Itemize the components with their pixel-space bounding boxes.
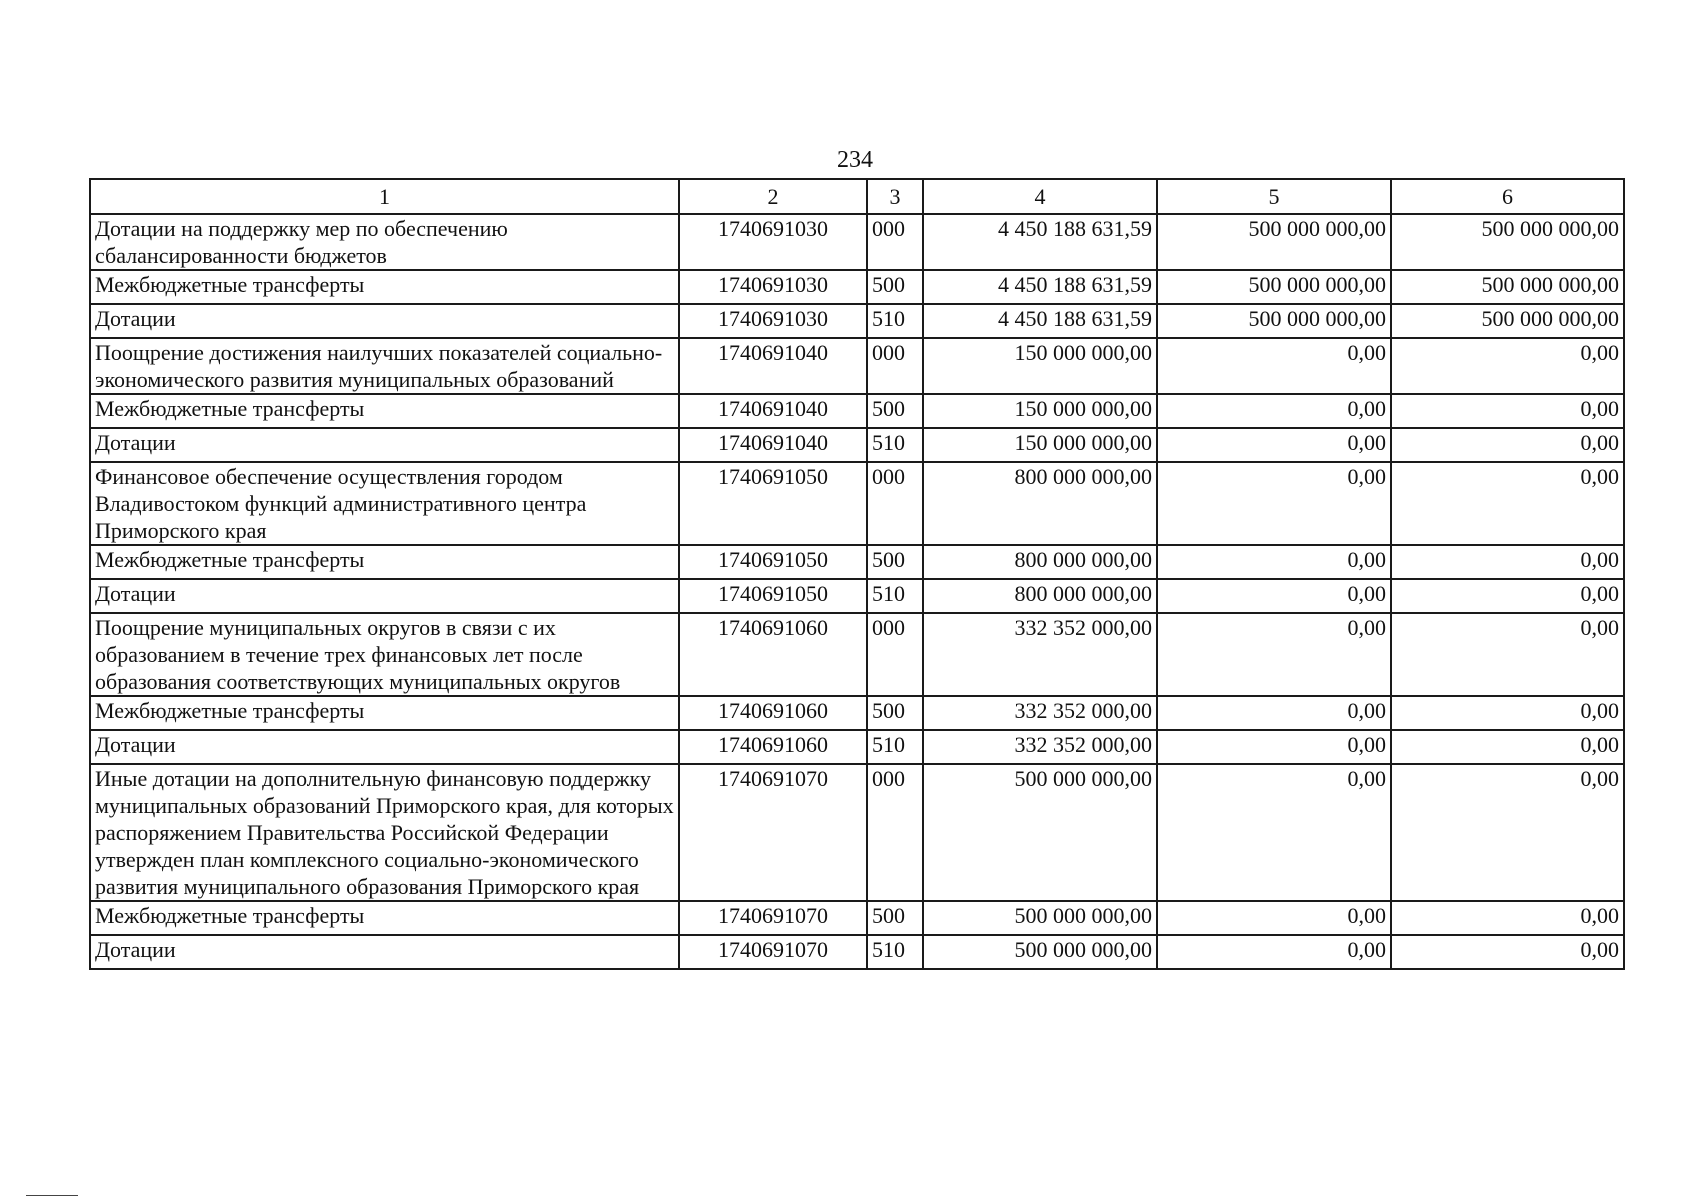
table-row (90, 764, 1624, 901)
row-amount-col6-cell: 0,00 (1391, 338, 1624, 394)
row-amount-col4-cell: 4 450 188 631,59 (923, 304, 1157, 338)
row-name-cell: Финансовое обеспечение осуществления городом Владивостоком функций административного центра Приморского края (90, 462, 679, 545)
row-amount-col5-cell: 0,00 (1157, 545, 1391, 579)
footnote-divider (26, 1195, 78, 1196)
table-row (90, 613, 1624, 696)
row-name-cell: Межбюджетные трансферты (90, 394, 679, 428)
row-amount-col6-cell: 0,00 (1391, 545, 1624, 579)
row-name-cell: Межбюджетные трансферты (90, 696, 679, 730)
row-amount-col5-cell: 500 000 000,00 (1157, 270, 1391, 304)
row-kvr-cell: 000 (867, 462, 923, 545)
column-header-5: 5 (1157, 179, 1391, 214)
row-amount-col4-cell: 4 450 188 631,59 (923, 214, 1157, 270)
table-row (90, 935, 1624, 969)
row-amount-col5-cell: 0,00 (1157, 394, 1391, 428)
row-amount-col6-cell: 500 000 000,00 (1391, 214, 1624, 270)
row-amount-col6-cell: 0,00 (1391, 730, 1624, 764)
row-amount-col5-cell: 0,00 (1157, 696, 1391, 730)
row-amount-col5-cell: 0,00 (1157, 901, 1391, 935)
row-amount-col4-cell: 500 000 000,00 (923, 901, 1157, 935)
budget-table (89, 178, 1625, 970)
row-amount-col6-cell: 0,00 (1391, 901, 1624, 935)
row-amount-col5-cell: 0,00 (1157, 579, 1391, 613)
row-amount-col6-cell: 0,00 (1391, 613, 1624, 696)
row-name-cell: Дотации (90, 935, 679, 969)
row-code-cell: 1740691060 (679, 613, 867, 696)
row-code-cell: 1740691070 (679, 935, 867, 969)
row-kvr-cell: 000 (867, 764, 923, 901)
row-name-cell: Дотации (90, 304, 679, 338)
row-amount-col5-cell: 0,00 (1157, 935, 1391, 969)
row-name-cell: Поощрение достижения наилучших показателей социально-экономического развития муниципальных образований (90, 338, 679, 394)
row-amount-col4-cell: 500 000 000,00 (923, 764, 1157, 901)
row-amount-col4-cell: 500 000 000,00 (923, 935, 1157, 969)
table-row (90, 696, 1624, 730)
row-name-cell: Межбюджетные трансферты (90, 901, 679, 935)
row-amount-col6-cell: 0,00 (1391, 462, 1624, 545)
row-code-cell: 1740691030 (679, 270, 867, 304)
row-name-cell: Дотации (90, 579, 679, 613)
table-row (90, 579, 1624, 613)
row-code-cell: 1740691060 (679, 730, 867, 764)
table-header-row (90, 179, 1624, 214)
row-code-cell: 1740691060 (679, 696, 867, 730)
row-amount-col5-cell: 0,00 (1157, 730, 1391, 764)
row-kvr-cell: 000 (867, 338, 923, 394)
column-header-6: 6 (1391, 179, 1624, 214)
row-amount-col4-cell: 4 450 188 631,59 (923, 270, 1157, 304)
table-row (90, 730, 1624, 764)
column-header-1: 1 (90, 179, 679, 214)
row-kvr-cell: 500 (867, 545, 923, 579)
row-amount-col4-cell: 800 000 000,00 (923, 462, 1157, 545)
row-amount-col6-cell: 0,00 (1391, 935, 1624, 969)
row-kvr-cell: 510 (867, 935, 923, 969)
row-code-cell: 1740691070 (679, 764, 867, 901)
row-amount-col4-cell: 150 000 000,00 (923, 394, 1157, 428)
table-row (90, 545, 1624, 579)
row-name-cell: Межбюджетные трансферты (90, 270, 679, 304)
column-header-2: 2 (679, 179, 867, 214)
page-number: 234 (837, 147, 873, 173)
row-kvr-cell: 000 (867, 613, 923, 696)
row-kvr-cell: 500 (867, 696, 923, 730)
row-amount-col4-cell: 150 000 000,00 (923, 338, 1157, 394)
row-amount-col4-cell: 150 000 000,00 (923, 428, 1157, 462)
row-name-cell: Дотации (90, 730, 679, 764)
row-code-cell: 1740691050 (679, 579, 867, 613)
row-amount-col6-cell: 0,00 (1391, 696, 1624, 730)
row-amount-col4-cell: 332 352 000,00 (923, 696, 1157, 730)
row-kvr-cell: 510 (867, 428, 923, 462)
row-amount-col6-cell: 500 000 000,00 (1391, 304, 1624, 338)
row-code-cell: 1740691050 (679, 462, 867, 545)
row-amount-col4-cell: 800 000 000,00 (923, 579, 1157, 613)
row-name-cell: Дотации на поддержку мер по обеспечению сбалансированности бюджетов (90, 214, 679, 270)
row-amount-col6-cell: 500 000 000,00 (1391, 270, 1624, 304)
row-kvr-cell: 510 (867, 304, 923, 338)
row-amount-col5-cell: 0,00 (1157, 428, 1391, 462)
table-body (90, 214, 1624, 969)
row-amount-col4-cell: 332 352 000,00 (923, 730, 1157, 764)
row-code-cell: 1740691030 (679, 214, 867, 270)
row-amount-col5-cell: 0,00 (1157, 338, 1391, 394)
row-amount-col6-cell: 0,00 (1391, 394, 1624, 428)
row-amount-col6-cell: 0,00 (1391, 579, 1624, 613)
table-row (90, 428, 1624, 462)
row-kvr-cell: 510 (867, 730, 923, 764)
row-kvr-cell: 510 (867, 579, 923, 613)
row-amount-col6-cell: 0,00 (1391, 764, 1624, 901)
row-amount-col6-cell: 0,00 (1391, 428, 1624, 462)
row-code-cell: 1740691040 (679, 338, 867, 394)
row-amount-col5-cell: 0,00 (1157, 764, 1391, 901)
row-code-cell: 1740691050 (679, 545, 867, 579)
row-code-cell: 1740691040 (679, 428, 867, 462)
table-row (90, 901, 1624, 935)
row-kvr-cell: 500 (867, 394, 923, 428)
table-row (90, 394, 1624, 428)
row-amount-col5-cell: 500 000 000,00 (1157, 304, 1391, 338)
row-name-cell: Дотации (90, 428, 679, 462)
row-code-cell: 1740691070 (679, 901, 867, 935)
table-row (90, 462, 1624, 545)
row-name-cell: Межбюджетные трансферты (90, 545, 679, 579)
row-code-cell: 1740691030 (679, 304, 867, 338)
row-kvr-cell: 500 (867, 901, 923, 935)
column-header-4: 4 (923, 179, 1157, 214)
row-kvr-cell: 500 (867, 270, 923, 304)
row-amount-col5-cell: 0,00 (1157, 462, 1391, 545)
row-code-cell: 1740691040 (679, 394, 867, 428)
table-row (90, 304, 1624, 338)
row-amount-col5-cell: 0,00 (1157, 613, 1391, 696)
row-amount-col4-cell: 800 000 000,00 (923, 545, 1157, 579)
row-name-cell: Иные дотации на дополнительную финансовую поддержку муниципальных образований Приморского края, для которых распоряжением Правительства Российской Федерации утвержден план комплексного социально-экономического развития муниципального образования Приморского края (90, 764, 679, 901)
table-row (90, 338, 1624, 394)
row-amount-col5-cell: 500 000 000,00 (1157, 214, 1391, 270)
table-row (90, 214, 1624, 270)
row-name-cell: Поощрение муниципальных округов в связи с их образованием в течение трех финансовых лет после образования соответствующих муниципальных округов (90, 613, 679, 696)
row-amount-col4-cell: 332 352 000,00 (923, 613, 1157, 696)
table-row (90, 270, 1624, 304)
column-header-3: 3 (867, 179, 923, 214)
row-kvr-cell: 000 (867, 214, 923, 270)
